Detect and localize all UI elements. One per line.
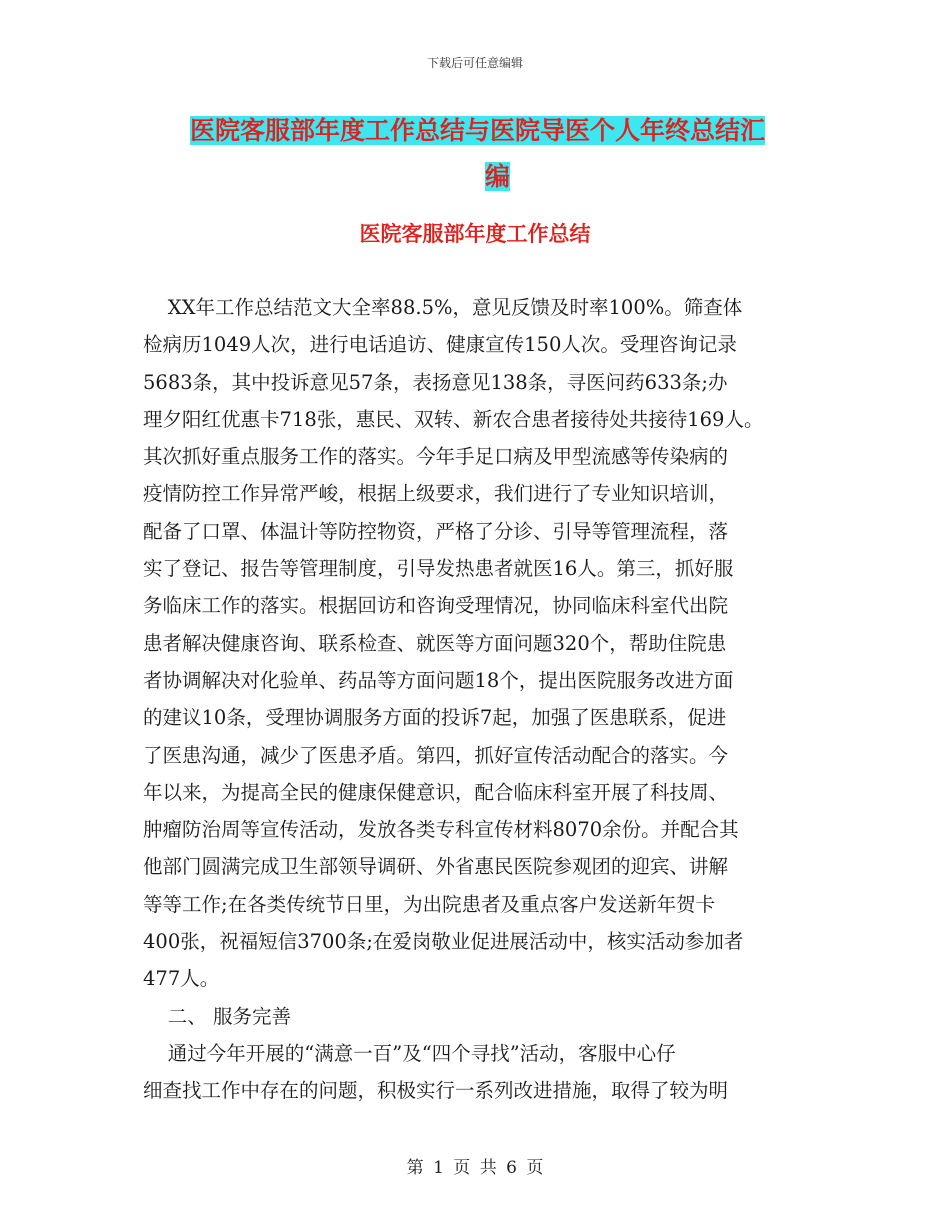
body-line: XX年工作总结范文大全率88.5%，意见反馈及时率100%。筛查体	[143, 296, 743, 319]
subsection-heading: 二、 服务完善	[143, 1004, 291, 1028]
body-line: 理夕阳红优惠卡718张，惠民、双转、新农合患者接待处共接待169人。	[143, 407, 764, 431]
body-line: 肿瘤防治周等宣传活动，发放各类专科宣传材料8070余份。并配合其	[143, 818, 739, 842]
body-line: 400张，祝福短信3700条;在爱岗敬业促进展活动中，核实活动参加者	[143, 930, 744, 954]
body-line: 的建议10条，受理协调服务方面的投诉7起，加强了医患联系，促进	[143, 706, 727, 730]
body-line: 其次抓好重点服务工作的落实。今年手足口病及甲型流感等传染病的	[143, 445, 729, 469]
body-line: 通过今年开展的“满意一百”及“四个寻找”活动，客服中心仔	[143, 1041, 676, 1065]
body-line: 5683条，其中投诉意见57条，表扬意见138条，寻医问药633条;办	[143, 370, 728, 394]
body-line: 配备了口罩、体温计等防控物资，严格了分诊、引导等管理流程，落	[143, 519, 729, 543]
body-line: 年以来，为提高全民的健康保健意识，配合临床科室开展了科技周、	[143, 780, 729, 804]
body-line: 者协调解决对化验单、药品等方面问题18个，提出医院服务改进方面	[143, 668, 734, 692]
body-line: 477人。	[143, 967, 220, 991]
document-title-line-2: 编	[484, 162, 510, 191]
body-line: 疫情防控工作异常严峻，根据上级要求，我们进行了专业知识培训，	[143, 482, 729, 506]
body-line: 务临床工作的落实。根据回访和咨询受理情况，协同临床科室代出院	[143, 594, 729, 618]
page-footer: 第 1 页 共 6 页	[406, 1158, 544, 1178]
body-line: 了医患沟通，减少了医患矛盾。第四，抓好宣传活动配合的落实。今	[143, 743, 729, 767]
document-title-line-1: 医院客服部年度工作总结与医院导医个人年终总结汇	[190, 116, 766, 145]
section-title: 医院客服部年度工作总结	[359, 222, 591, 246]
body-line: 患者解决健康咨询、联系检查、就医等方面问题320个，帮助住院患	[143, 631, 727, 655]
body-line: 检病历1049人次，进行电话追访、健康宣传150人次。受理咨询记录	[143, 333, 737, 357]
body-line: 他部门圆满完成卫生部领导调研、外省惠民医院参观团的迎宾、讲解	[143, 855, 729, 879]
document-title	[190, 108, 805, 200]
body-line: 细查找工作中存在的问题，积极实行一系列改进措施，取得了较为明	[143, 1079, 729, 1103]
body-text	[143, 289, 833, 1110]
body-line: 实了登记、报告等管理制度，引导发热患者就医16人。第三，抓好服	[143, 557, 734, 581]
body-line: 等等工作;在各类传统节日里，为出院患者及重点客户发送新年贺卡	[143, 892, 716, 916]
header-note: 下载后可任意编辑	[426, 56, 523, 70]
